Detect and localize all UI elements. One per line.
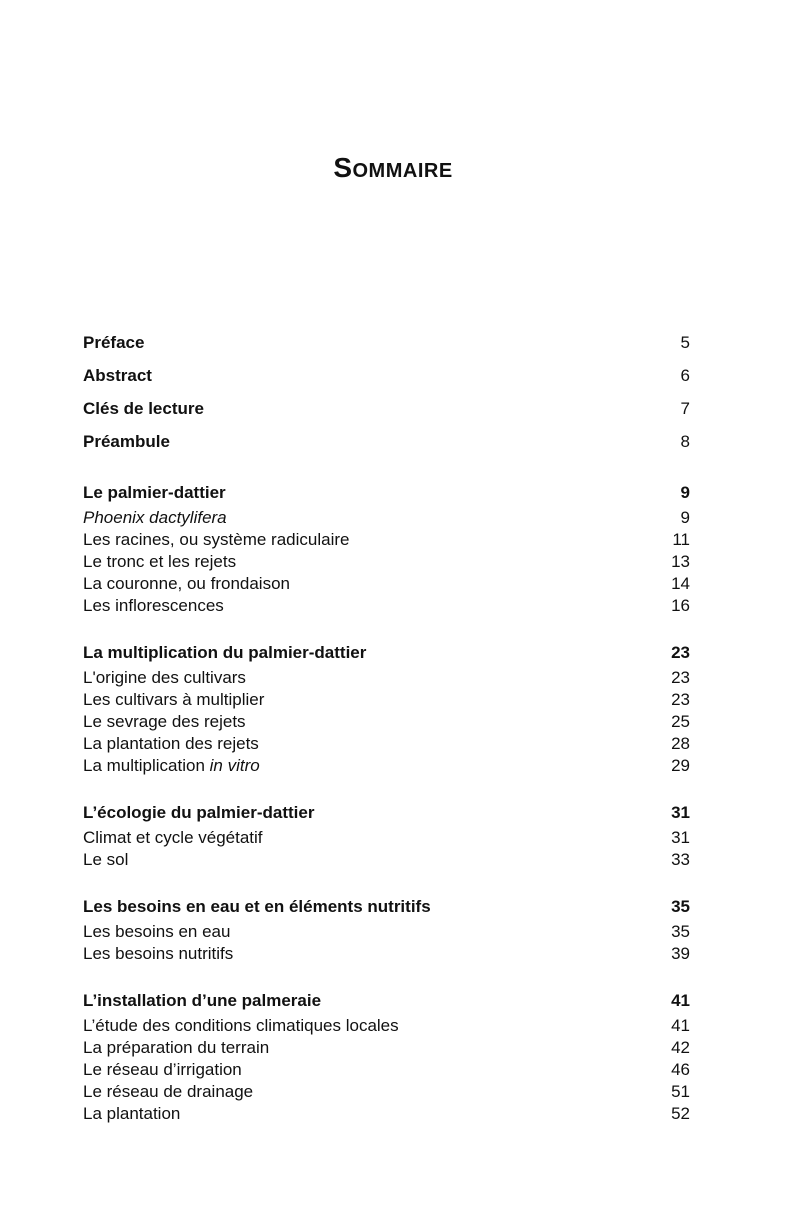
section-label: Les besoins en eau xyxy=(83,922,231,941)
chapter-page: 41 xyxy=(671,991,690,1010)
section-label: L’étude des conditions climatiques locales xyxy=(83,1016,399,1035)
section-label xyxy=(83,755,260,777)
chapter-title: L’écologie du palmier-dattier xyxy=(83,803,315,822)
toc-section[interactable] xyxy=(83,733,690,755)
toc-section[interactable] xyxy=(83,1081,690,1103)
chapter-title: Les besoins en eau et en éléments nutritifs xyxy=(83,897,431,916)
table-of-contents xyxy=(83,326,690,1125)
toc-entry-preambule[interactable] xyxy=(83,425,690,458)
toc-section[interactable] xyxy=(83,529,690,551)
section-label: Le réseau de drainage xyxy=(83,1082,254,1101)
section-page: 39 xyxy=(671,944,690,963)
toc-section[interactable] xyxy=(83,711,690,733)
section-page: 29 xyxy=(671,756,690,775)
chapter-page: 35 xyxy=(671,897,690,916)
toc-chapter-palmier-dattier[interactable] xyxy=(83,479,690,507)
toc-section[interactable] xyxy=(83,507,690,529)
toc-section[interactable] xyxy=(83,573,690,595)
section-page: 23 xyxy=(671,690,690,709)
section-label: Le sol xyxy=(83,850,129,869)
section-page: 11 xyxy=(672,530,690,549)
section-page: 25 xyxy=(671,712,690,731)
toc-entry-label: Préface xyxy=(83,333,145,352)
toc-section[interactable] xyxy=(83,755,690,777)
section-page: 31 xyxy=(671,828,690,847)
chapter-page: 23 xyxy=(671,643,690,662)
chapter-title: La multiplication du palmier-dattier xyxy=(83,643,367,662)
toc-entry-label: Préambule xyxy=(83,432,170,451)
section-label-prefix: La multiplication xyxy=(83,756,210,775)
toc-entry-cles-de-lecture[interactable] xyxy=(83,392,690,425)
toc-entry-preface[interactable] xyxy=(83,326,690,359)
toc-chapter-installation[interactable] xyxy=(83,987,690,1015)
section-label: Le réseau d’irrigation xyxy=(83,1060,242,1079)
section-page: 46 xyxy=(671,1060,690,1079)
toc-section[interactable] xyxy=(83,1037,690,1059)
section-label: Phoenix dactylifera xyxy=(83,508,227,527)
toc-entry-abstract[interactable] xyxy=(83,359,690,392)
section-page: 9 xyxy=(680,508,690,527)
section-page: 41 xyxy=(671,1016,690,1035)
section-label: Les besoins nutritifs xyxy=(83,944,234,963)
toc-section[interactable] xyxy=(83,943,690,965)
section-page: 35 xyxy=(671,922,690,941)
toc-section[interactable] xyxy=(83,849,690,871)
toc-section[interactable] xyxy=(83,689,690,711)
section-label: La plantation des rejets xyxy=(83,734,259,753)
toc-section[interactable] xyxy=(83,667,690,689)
toc-chapter-multiplication[interactable] xyxy=(83,639,690,667)
page-title: Sommaire xyxy=(333,152,453,183)
chapter-page: 31 xyxy=(671,803,690,822)
section-page: 28 xyxy=(671,734,690,753)
toc-section[interactable] xyxy=(83,921,690,943)
section-label: Les racines, ou système radiculaire xyxy=(83,530,350,549)
section-label: Les inflorescences xyxy=(83,596,224,615)
toc-entry-page: 8 xyxy=(680,432,690,451)
toc-section[interactable] xyxy=(83,1103,690,1125)
section-page: 42 xyxy=(671,1038,690,1057)
toc-section[interactable] xyxy=(83,595,690,617)
toc-chapter-ecologie[interactable] xyxy=(83,799,690,827)
section-label: Les cultivars à multiplier xyxy=(83,690,265,709)
toc-entry-page: 6 xyxy=(680,366,690,385)
toc-section[interactable] xyxy=(83,1059,690,1081)
chapter-title: L’installation d’une palmeraie xyxy=(83,991,322,1010)
section-label: Le tronc et les rejets xyxy=(83,552,237,571)
section-label: Le sevrage des rejets xyxy=(83,712,246,731)
section-page: 16 xyxy=(671,596,690,615)
section-page: 13 xyxy=(671,552,690,571)
section-page: 14 xyxy=(671,574,690,593)
section-label: La plantation xyxy=(83,1104,181,1123)
section-label: La préparation du terrain xyxy=(83,1038,270,1057)
section-label-italic: in vitro xyxy=(209,756,260,775)
section-page: 51 xyxy=(671,1082,690,1101)
section-label: La couronne, ou frondaison xyxy=(83,574,290,593)
toc-chapter-besoins[interactable] xyxy=(83,893,690,921)
section-label: L'origine des cultivars xyxy=(83,668,246,687)
toc-section[interactable] xyxy=(83,551,690,573)
toc-entry-label: Abstract xyxy=(83,366,152,385)
chapter-page: 9 xyxy=(680,483,690,502)
section-label: Climat et cycle végétatif xyxy=(83,828,263,847)
toc-entry-page: 7 xyxy=(680,399,690,418)
chapter-title: Le palmier-dattier xyxy=(83,483,226,502)
section-page: 52 xyxy=(671,1104,690,1123)
section-page: 33 xyxy=(671,850,690,869)
toc-section[interactable] xyxy=(83,1015,690,1037)
section-page: 23 xyxy=(671,668,690,687)
toc-entry-page: 5 xyxy=(680,333,690,352)
toc-section[interactable] xyxy=(83,827,690,849)
toc-entry-label: Clés de lecture xyxy=(83,399,204,418)
